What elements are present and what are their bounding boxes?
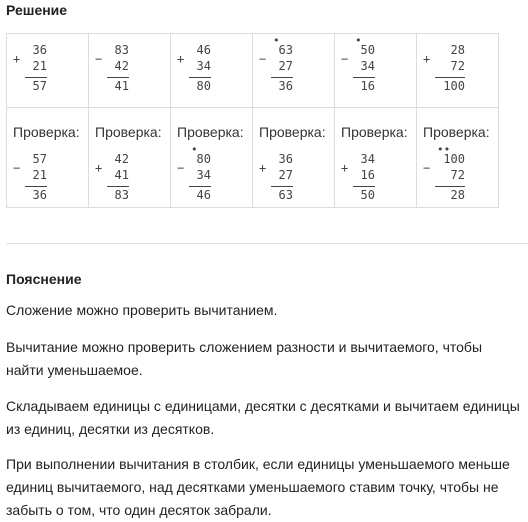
borrow-dot: • (191, 143, 198, 156)
minuend: 100 (443, 152, 465, 166)
borrow-dot: • (355, 34, 362, 47)
check-label: Проверка: (259, 124, 326, 140)
result-line (189, 77, 211, 78)
result-line (25, 77, 47, 78)
subtrahend: 34 (196, 168, 211, 182)
borrow-dot: •• (437, 143, 451, 156)
plus-sign: + (13, 52, 21, 66)
subtrahend: 34 (360, 59, 375, 73)
result: 100 (443, 79, 465, 93)
result: 41 (114, 79, 129, 93)
subtrahend: 27 (278, 59, 293, 73)
minuend: 36 (278, 152, 293, 166)
result-line (353, 186, 375, 187)
result: 28 (450, 188, 465, 202)
minuend: 34 (360, 152, 375, 166)
minuend: 83 (114, 43, 129, 57)
minuend: 42 (114, 152, 129, 166)
check-row (7, 108, 499, 208)
minus-sign: − (177, 161, 185, 175)
calc-cell (417, 34, 499, 108)
result-line (271, 77, 293, 78)
result: 36 (32, 188, 47, 202)
subtrahend: 41 (114, 168, 129, 182)
solution-table (6, 33, 499, 208)
plus-sign: + (259, 161, 267, 175)
result: 83 (114, 188, 129, 202)
calc-cell (89, 34, 171, 108)
check-cell (417, 108, 499, 208)
plus-sign: + (95, 161, 103, 175)
minuend: 57 (32, 152, 47, 166)
result-line (107, 77, 129, 78)
subtrahend: 21 (32, 59, 47, 73)
section-divider (6, 243, 528, 244)
solution-title: Решение (6, 2, 68, 18)
subtrahend: 21 (32, 168, 47, 182)
minuend: 50 (360, 43, 375, 57)
check-label: Проверка: (95, 124, 162, 140)
subtrahend: 72 (450, 168, 465, 182)
explanation-paragraph: При выполнении вычитания в столбик, если единицы уменьшаемого меньше единиц вычитаемого, над десятками уменьшаемого ставим точку, чтобы не забыть о том, что один десяток забрали. (6, 456, 510, 518)
plus-sign: + (341, 161, 349, 175)
minuend: 36 (32, 43, 47, 57)
minus-sign: − (341, 52, 349, 66)
subtrahend: 16 (360, 168, 375, 182)
minus-sign: − (259, 52, 267, 66)
explanation-paragraph: Складываем единицы с единицами, десятки с десятками и вычитаем единицы из единиц, десятки из десятков. (6, 398, 520, 437)
result-line (435, 186, 465, 187)
check-cell (7, 108, 89, 208)
result: 50 (360, 188, 375, 202)
subtrahend: 72 (450, 59, 465, 73)
plus-sign: + (177, 52, 185, 66)
check-label: Проверка: (13, 124, 80, 140)
result: 80 (196, 79, 211, 93)
explanation-paragraph: Вычитание можно проверить сложением разности и вычитаемого, чтобы найти уменьшаемое. (6, 339, 483, 378)
subtrahend: 27 (278, 168, 293, 182)
calc-cell (7, 34, 89, 108)
check-cell (335, 108, 417, 208)
minus-sign: − (95, 52, 103, 66)
minuend: 28 (450, 43, 465, 57)
explanation-paragraph: Сложение можно проверить вычитанием. (6, 302, 278, 318)
calc-cell (171, 34, 253, 108)
minuend: 63 (278, 43, 293, 57)
result-line (25, 186, 47, 187)
calc-cell (335, 34, 417, 108)
result: 57 (32, 79, 47, 93)
subtrahend: 34 (196, 59, 211, 73)
check-label: Проверка: (177, 124, 244, 140)
borrow-dot: • (273, 34, 280, 47)
check-cell (171, 108, 253, 208)
calc-row (7, 34, 499, 108)
check-cell (89, 108, 171, 208)
result-line (107, 186, 129, 187)
check-cell (253, 108, 335, 208)
explanation-title: Пояснение (6, 271, 82, 287)
result: 46 (196, 188, 211, 202)
minus-sign: − (423, 161, 431, 175)
minuend: 46 (196, 43, 211, 57)
result: 36 (278, 79, 293, 93)
calc-cell (253, 34, 335, 108)
result: 16 (360, 79, 375, 93)
subtrahend: 42 (114, 59, 129, 73)
minuend: 80 (196, 152, 211, 166)
check-label: Проверка: (341, 124, 408, 140)
result-line (189, 186, 211, 187)
plus-sign: + (423, 52, 431, 66)
minus-sign: − (13, 161, 21, 175)
result: 63 (278, 188, 293, 202)
result-line (271, 186, 293, 187)
result-line (353, 77, 375, 78)
result-line (435, 77, 465, 78)
check-label: Проверка: (423, 124, 490, 140)
